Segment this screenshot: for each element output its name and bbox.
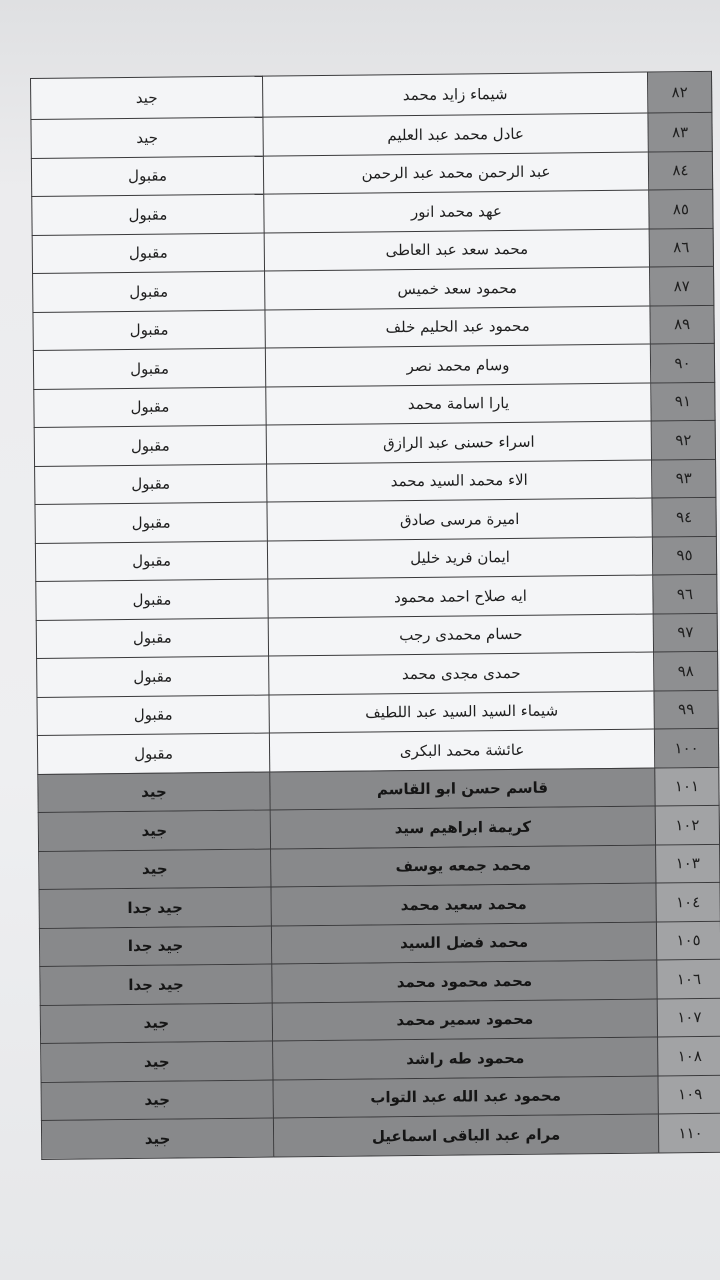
student-grade: مقبول (37, 695, 269, 736)
student-grade: جيد جدا (40, 964, 272, 1005)
row-number: ٨٥ (649, 189, 713, 228)
student-name: عائشة محمد البكرى (269, 729, 654, 772)
student-grade: جيد (41, 1080, 273, 1121)
row-number: ١٠٦ (657, 959, 720, 998)
student-name: حسام محمدى رجب (268, 614, 653, 657)
student-grade: مقبول (33, 310, 265, 351)
student-grade: مقبول (31, 156, 263, 197)
row-number: ١٠٠ (654, 728, 718, 767)
student-name: كريمة ابراهيم سيد (270, 806, 655, 849)
student-grade: مقبول (37, 733, 269, 774)
student-grade: مقبول (32, 194, 264, 235)
row-number: ٩٥ (652, 536, 716, 575)
row-number: ١٠٧ (657, 998, 720, 1037)
student-grade: جيد (40, 1003, 272, 1044)
student-grade: مقبول (32, 233, 264, 274)
student-name: ايه صلاح احمد محمود (268, 575, 653, 618)
student-name: محمد فضل السيد (271, 921, 656, 964)
student-grade: جيد جدا (39, 887, 271, 928)
row-number: ٨٣ (648, 112, 712, 151)
student-grade: مقبول (33, 348, 265, 389)
row-number: ٩١ (651, 382, 715, 421)
student-grade: جيد جدا (39, 926, 271, 967)
row-number: ٩٣ (652, 459, 716, 498)
student-grade: جيد (39, 849, 271, 890)
table-row (31, 71, 712, 119)
student-name: شيماء زايد محمد (262, 72, 647, 117)
student-name: اميرة مرسى صادق (267, 498, 652, 541)
student-name: عبد الرحمن محمد عبد الرحمن (263, 152, 648, 195)
student-name: قاسم حسن ابو القاسم (270, 767, 655, 810)
student-grade: مقبول (34, 425, 266, 466)
student-grade: مقبول (33, 271, 265, 312)
row-number: ١٠٥ (656, 921, 720, 960)
row-number: ٩٨ (654, 651, 718, 690)
row-number: ١٠٨ (658, 1036, 720, 1075)
student-name: محمد محمود محمد (272, 960, 657, 1003)
student-name: عادل محمد عبد العليم (263, 113, 648, 156)
student-name: محمد جمعه يوسف (271, 844, 656, 887)
student-grade: مقبول (37, 656, 269, 697)
student-grade: مقبول (34, 387, 266, 428)
student-grade: جيد (41, 1118, 273, 1159)
student-name: محمود عبد الله عبد التواب (273, 1075, 658, 1118)
student-name: وسام محمد نصر (265, 344, 650, 387)
row-number: ٨٩ (650, 305, 714, 344)
student-name: مرام عبد الباقى اسماعيل (273, 1114, 658, 1157)
student-name: شيماء السيد السيد عبد اللطيف (269, 690, 654, 733)
student-grade: جيد (38, 810, 270, 851)
student-grade: جيد (31, 117, 263, 158)
student-grade: مقبول (35, 464, 267, 505)
row-number: ١٠٣ (656, 844, 720, 883)
student-grade: مقبول (35, 541, 267, 582)
student-name: محمد سعيد محمد (271, 883, 656, 926)
student-grade: جيد (31, 76, 263, 119)
row-number: ٩٩ (654, 690, 718, 729)
student-name: محمود طه راشد (273, 1037, 658, 1080)
student-name: اسراء حسنى عبد الرازق (266, 421, 651, 464)
row-number: ٨٢ (647, 71, 711, 113)
student-grade: جيد (38, 772, 270, 813)
student-grade: مقبول (35, 502, 267, 543)
row-number: ١٠٤ (656, 882, 720, 921)
student-grade: جيد (41, 1041, 273, 1082)
table-body (31, 71, 720, 1159)
student-name: حمدى مجدى محمد (269, 652, 654, 695)
student-name: محمود عبد الحليم خلف (265, 306, 650, 349)
row-number: ٩٤ (652, 497, 716, 536)
student-name: محمود سمير محمد (272, 998, 657, 1041)
student-name: ايمان فريد خليل (267, 537, 652, 580)
row-number: ١١٠ (658, 1113, 720, 1152)
row-number: ٨٧ (650, 266, 714, 305)
row-number: ١٠١ (655, 767, 719, 806)
student-name: عهد محمد انور (264, 190, 649, 233)
row-number: ٩٧ (653, 613, 717, 652)
row-number: ٩٦ (653, 574, 717, 613)
student-grade: مقبول (36, 618, 268, 659)
row-number: ١٠٢ (655, 805, 719, 844)
student-grade: مقبول (36, 579, 268, 620)
student-name: الاء محمد السيد محمد (267, 460, 652, 503)
student-name: محمد سعد عبد العاطى (264, 229, 649, 272)
table-row (41, 1113, 720, 1159)
row-number: ٨٦ (649, 228, 713, 267)
student-name: يارا اسامة محمد (266, 383, 651, 426)
student-name: محمود سعد خميس (265, 267, 650, 310)
row-number: ٨٤ (648, 151, 712, 190)
results-sheet (30, 71, 720, 1160)
student-results-table (30, 71, 720, 1160)
row-number: ١٠٩ (658, 1075, 720, 1114)
row-number: ٩٠ (650, 343, 714, 382)
row-number: ٩٢ (651, 420, 715, 459)
